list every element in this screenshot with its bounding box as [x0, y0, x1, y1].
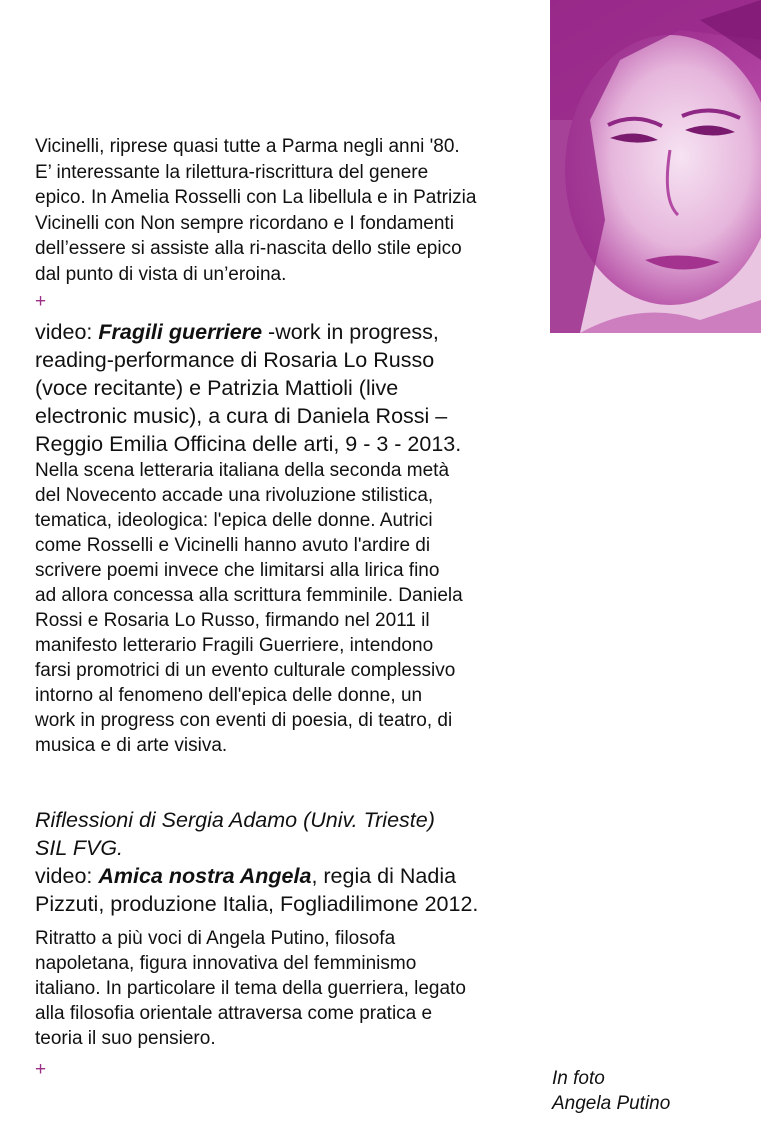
video-prefix: video: — [35, 320, 99, 344]
text-line: Nella scena letteraria italiana della seconda metà — [35, 460, 450, 481]
ritratto-paragraph — [35, 926, 555, 1051]
caption-line: Angela Putino — [552, 1093, 671, 1114]
video-title: Amica nostra Angela — [98, 864, 312, 888]
text-line: tematica, ideologica: l'epica delle donne. Autrici — [35, 510, 433, 531]
intro-paragraph — [35, 134, 555, 287]
text-line: Vicinelli con Non sempre ricordano e I fondamenti — [35, 212, 454, 234]
text-line: reading-performance di Rosaria Lo Russo — [35, 348, 435, 372]
text-line: napoletana, figura innovativa del femminismo — [35, 953, 417, 974]
text-line: work in progress con eventi di poesia, di teatro, di — [35, 710, 453, 731]
text-line: intorno al fenomeno dell'epica delle donne, un — [35, 685, 423, 706]
epica-paragraph — [35, 458, 555, 758]
video-heading-line — [35, 862, 555, 890]
text-line: italiano. In particolare il tema della guerriera, legato — [35, 978, 466, 999]
video-heading-rest: -work in progress, — [262, 320, 439, 344]
reflection-and-video — [35, 806, 555, 918]
portrait-photo — [550, 0, 761, 333]
text-line: dell’essere si assiste alla ri-nascita dello stile epico — [35, 238, 462, 259]
text-line: musica e di arte visiva. — [35, 735, 228, 756]
text-line: alla filosofia orientale attraversa come pratica e — [35, 1003, 433, 1024]
text-line: farsi promotrici di un evento culturale complessivo — [35, 660, 456, 681]
reflection-line: Riflessioni di Sergia Adamo (Univ. Trieste) — [35, 808, 435, 832]
video-title: Fragili guerriere — [98, 320, 263, 344]
text-line: E’ interessante la rilettura-riscrittura del genere — [35, 161, 429, 183]
text-line: Reggio Emilia Officina delle arti, 9 - 3 - 2013. — [35, 432, 462, 456]
text-line: (voce recitante) e Patrizia Mattioli (live — [35, 376, 399, 400]
plus-separator: + — [35, 291, 47, 312]
photo-caption — [552, 1066, 670, 1116]
text-line: teoria il suo pensiero. — [35, 1028, 216, 1049]
text-line: electronic music), a cura di Daniela Rossi – — [35, 404, 448, 428]
reflection-line: SIL FVG. — [35, 836, 124, 860]
video-fragili-guerriere — [35, 318, 555, 458]
portrait-image — [550, 0, 761, 333]
text-line: manifesto letterario Fragili Guerriere, intendono — [35, 635, 434, 656]
video-prefix: video: — [35, 864, 99, 888]
text-line: ad allora concessa alla scrittura femminile. Daniela — [35, 585, 463, 606]
text-line: Rossi e Rosaria Lo Russo, firmando nel 2011 il — [35, 610, 430, 631]
caption-line: In foto — [552, 1068, 605, 1089]
text-line: Vicinelli, riprese quasi tutte a Parma negli anni '80. — [35, 136, 460, 157]
text-line: dal punto di vista di un’eroina. — [35, 263, 287, 285]
text-line: Pizzuti, produzione Italia, Fogliadilimone 2012. — [35, 892, 479, 916]
plus-separator: + — [35, 1059, 47, 1080]
text-line: come Rosselli e Vicinelli hanno avuto l'ardire di — [35, 535, 431, 556]
text-line: del Novecento accade una rivoluzione stilistica, — [35, 485, 434, 506]
video-heading-rest: , regia di Nadia — [311, 864, 457, 888]
text-line: epico. In Amelia Rosselli con La libellula e in Patrizia — [35, 187, 477, 208]
text-line: Ritratto a più voci di Angela Putino, filosofa — [35, 928, 396, 949]
video-heading-line — [35, 318, 555, 346]
text-line: scrivere poemi invece che limitarsi alla lirica fino — [35, 560, 440, 581]
